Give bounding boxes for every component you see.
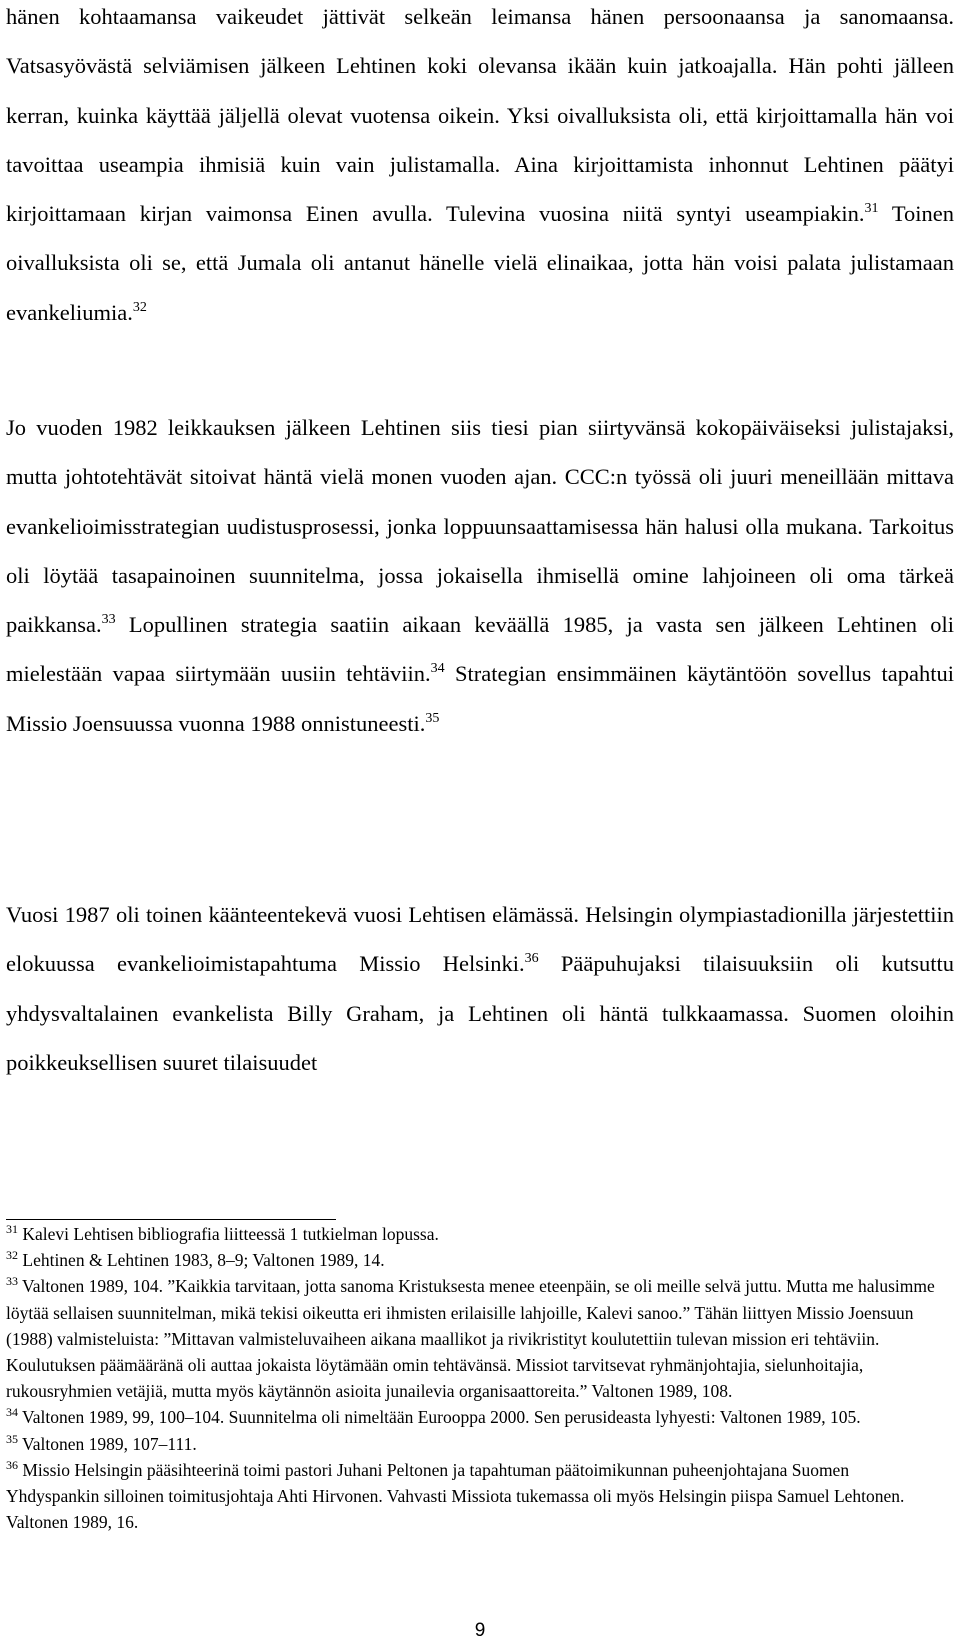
footnote-ref-34[interactable]: 34 [430, 661, 445, 677]
body-paragraph-2 [6, 403, 954, 748]
page-number: 9 [474, 1620, 486, 1641]
footnote-text: Valtonen 1989, 99, 100–104. Suunnitelma oli nimeltään Eurooppa 2000. Sen perusideasta lyhyesti: Valtonen 1989, 105. [18, 1407, 861, 1428]
footnote-number: 32 [6, 1248, 18, 1263]
paragraph-text: Lopullinen strategia saatiin aikaan keväällä 1985, ja vasta sen jälkeen Lehtinen oli mielestään vapaa siirtymään uusiin tehtäviin. [6, 612, 954, 687]
footnote-text: Valtonen 1989, 104. ”Kaikkia tarvitaan, jotta sanoma Kristuksesta menee eteenpäin, se oli meille selvä juttu. Mutta me halusimme löytää sellaisen suunnitelman, mikä tekisi oikeutta eri ihmisten erilaisille lahjoille, Kalevi sanoo.” Tähän liittyen Missio Joensuun (1988) valmisteluista: ”Mittavan valmisteluvaiheen aikana maallikot ja rivikristityt koulutettiin tulevan mission eri tehtäviin. Koulutuksen päämääränä oli auttaa jokaista löytämään omin tehtävänsä. Missiot tarvitsevat ryhmänjohtajia, sielunhoitajia, rukousryhmien vetäjiä, mutta myös käytännön asioita junailevia organisaattoreita.” Valtonen 1989, 108. [6, 1276, 935, 1402]
footnote-number: 35 [6, 1431, 18, 1446]
footnote-number: 31 [6, 1222, 18, 1236]
footnote-text: Lehtinen & Lehtinen 1983, 8–9; Valtonen 1989, 14. [18, 1250, 385, 1271]
footnote-text: Kalevi Lehtisen bibliografia liitteessä 1 tutkielman lopussa. [18, 1224, 439, 1244]
paragraph-text: Toinen oivalluksista oli se, että Jumala oli antanut hänelle vielä elinaikaa, jotta hän voisi palata julistamaan evankeliumia. [6, 201, 954, 325]
footnote-34 [6, 1404, 936, 1430]
body-paragraph-1 [6, 0, 954, 337]
paragraph-text: Pääpuhujaksi tilaisuuksiin oli kutsuttu yhdysvaltalainen evankelista Billy Graham, ja Lehtinen oli häntä tulkkaamassa. Suomen oloihin poikkeuksellisen suuret tilaisuudet [6, 951, 954, 1075]
footnote-text: Missio Helsingin pääsihteerinä toimi pastori Juhani Peltonen ja tapahtuman päätoimikunnan puheenjohtajana Suomen Yhdyspankin silloinen toimitusjohtaja Ahti Hirvonen. Vahvasti Missiota tukemassa oli myös Helsingin piispa Samuel Lehtonen. Valtonen 1989, 16. [6, 1459, 905, 1533]
footnote-36 [6, 1457, 936, 1536]
footnote-33 [6, 1273, 936, 1404]
paragraph-text: Jo vuoden 1982 leikkauksen jälkeen Lehtinen siis tiesi pian siirtyvänsä kokopäiväiseksi julistajaksi, mutta johtotehtävät sitoivat häntä vielä monen vuoden ajan. CCC:n työssä oli juuri meneillään mittava evankelioimisstrategian uudistusprosessi, jonka loppuunsaattamisessa hän halusi olla mukana. Tarkoitus oli löytää tasapainoinen suunnitelma, jossa jokaisella ihmisellä omine lahjoineen oli oma tärkeä paikkansa. [6, 415, 954, 638]
paragraph-text: Strategian ensimmäinen käytäntöön sovellus tapahtui Missio Joensuussa vuonna 1988 onnistuneesti. [6, 661, 954, 736]
footnote-31 [6, 1221, 936, 1247]
footnote-number: 36 [6, 1457, 18, 1472]
footnote-number: 34 [6, 1405, 18, 1420]
paragraph-text: Vuosi 1987 oli toinen käänteentekevä vuosi Lehtisen elämässä. Helsingin olympiastadionilla järjestettiin elokuussa evankelioimistapahtuma Missio Helsinki. [6, 902, 954, 977]
footnote-32 [6, 1247, 936, 1273]
footnote-35 [6, 1431, 936, 1457]
footnote-ref-32[interactable]: 32 [132, 299, 147, 315]
footnote-ref-35[interactable]: 35 [425, 710, 440, 726]
footnote-ref-33[interactable]: 33 [101, 612, 116, 628]
footnote-ref-36[interactable]: 36 [524, 951, 539, 967]
footnote-separator [6, 1219, 336, 1220]
footnotes [6, 1221, 936, 1535]
footnote-text: Valtonen 1989, 107–111. [18, 1433, 197, 1454]
footnote-number: 33 [6, 1274, 18, 1289]
paragraph-text: hänen kohtaamansa vaikeudet jättivät selkeän leimansa hänen persoonaansa ja sanomaansa. Vatsasyövästä selviämisen jälkeen Lehtinen koki olevansa ikään kuin jatkoajalla. Hän pohti jälleen kerran, kuinka käyttää jäljellä olevat vuotensa oikein. Yksi oivalluksista oli, että kirjoittamalla hän voi tavoittaa useampia ihmisiä kuin vain julistamalla. Aina kirjoittamista inhonnut Lehtinen päätyi kirjoittamaan kirjan vaimonsa Einen avulla. Tulevina vuosina niitä syntyi useampiakin. [6, 4, 954, 227]
body-paragraph-3 [6, 890, 954, 1087]
footnote-ref-31[interactable]: 31 [864, 201, 879, 217]
